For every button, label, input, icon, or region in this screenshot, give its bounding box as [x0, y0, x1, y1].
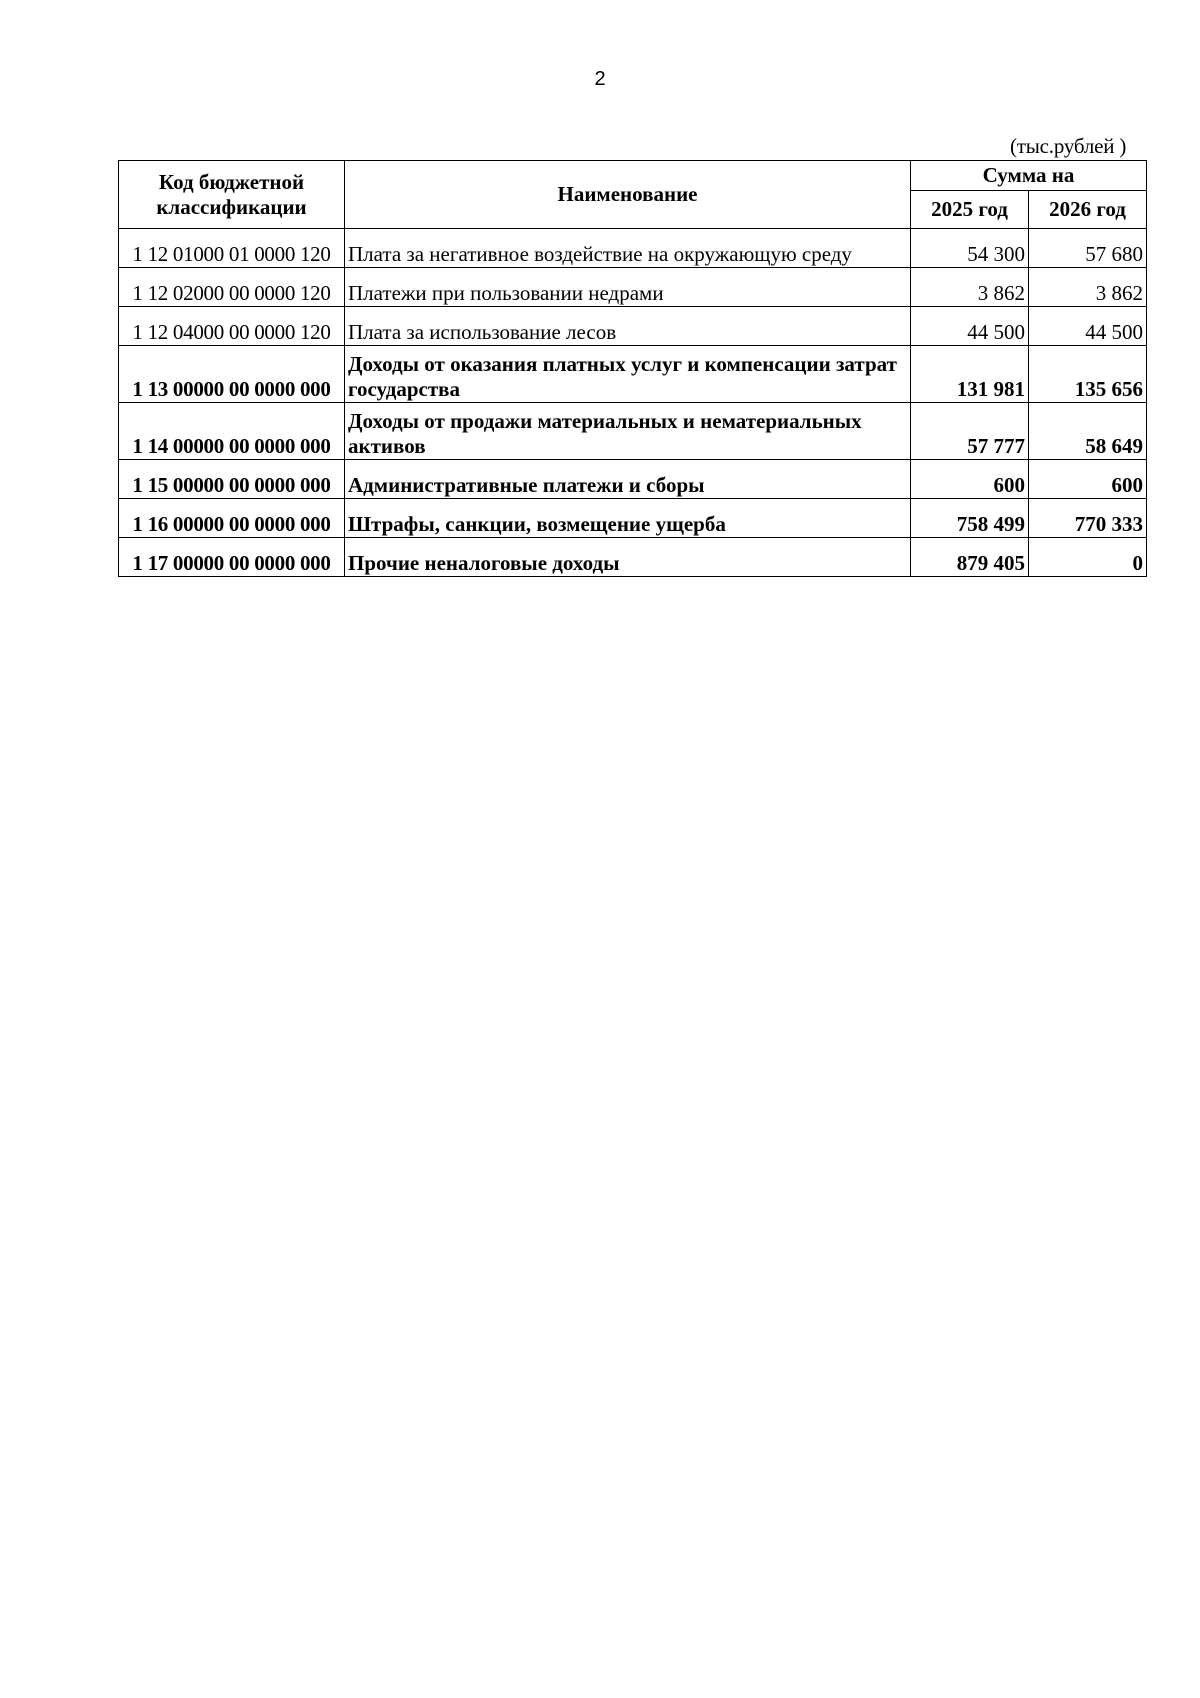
row-code: 1 14 00000 00 0000 000 [119, 403, 345, 460]
header-code: Код бюджетной классификации [119, 161, 345, 229]
row-code: 1 16 00000 00 0000 000 [119, 499, 345, 538]
row-2026-value: 57 680 [1029, 229, 1147, 268]
row-2026-value: 770 333 [1029, 499, 1147, 538]
header-year-2025: 2025 год [911, 191, 1029, 229]
row-code: 1 12 02000 00 0000 120 [119, 268, 345, 307]
row-name: Прочие неналоговые доходы [345, 538, 911, 577]
row-name: Плата за негативное воздействие на окружающую среду [345, 229, 911, 268]
table-row [119, 460, 1147, 499]
row-name: Доходы от оказания платных услуг и компенсации затрат государства [345, 346, 911, 403]
budget-table [118, 160, 1147, 577]
table-row [119, 403, 1147, 460]
table-row [119, 499, 1147, 538]
row-name: Платежи при пользовании недрами [345, 268, 911, 307]
row-code: 1 12 01000 01 0000 120 [119, 229, 345, 268]
table-row [119, 538, 1147, 577]
row-2025-value: 54 300 [911, 229, 1029, 268]
header-name: Наименование [345, 161, 911, 229]
table-row [119, 229, 1147, 268]
row-2026-value: 58 649 [1029, 403, 1147, 460]
row-2026-value: 0 [1029, 538, 1147, 577]
table-row [119, 268, 1147, 307]
units-note: (тыс.рублей ) [1010, 134, 1127, 158]
table-row [119, 346, 1147, 403]
row-2025-value: 44 500 [911, 307, 1029, 346]
row-2025-value: 57 777 [911, 403, 1029, 460]
row-2025-value: 3 862 [911, 268, 1029, 307]
page-number: 2 [594, 68, 606, 90]
header-year-2026: 2026 год [1029, 191, 1147, 229]
row-2025-value: 131 981 [911, 346, 1029, 403]
row-code: 1 17 00000 00 0000 000 [119, 538, 345, 577]
row-2025-value: 600 [911, 460, 1029, 499]
header-sum-on: Сумма на [911, 161, 1147, 191]
row-code: 1 15 00000 00 0000 000 [119, 460, 345, 499]
row-2026-value: 600 [1029, 460, 1147, 499]
row-2026-value: 135 656 [1029, 346, 1147, 403]
row-name: Штрафы, санкции, возмещение ущерба [345, 499, 911, 538]
row-2026-value: 44 500 [1029, 307, 1147, 346]
row-name: Доходы от продажи материальных и нематериальных активов [345, 403, 911, 460]
row-name: Административные платежи и сборы [345, 460, 911, 499]
row-2025-value: 758 499 [911, 499, 1029, 538]
row-2026-value: 3 862 [1029, 268, 1147, 307]
row-name: Плата за использование лесов [345, 307, 911, 346]
table-row [119, 307, 1147, 346]
row-code: 1 12 04000 00 0000 120 [119, 307, 345, 346]
row-code: 1 13 00000 00 0000 000 [119, 346, 345, 403]
row-2025-value: 879 405 [911, 538, 1029, 577]
